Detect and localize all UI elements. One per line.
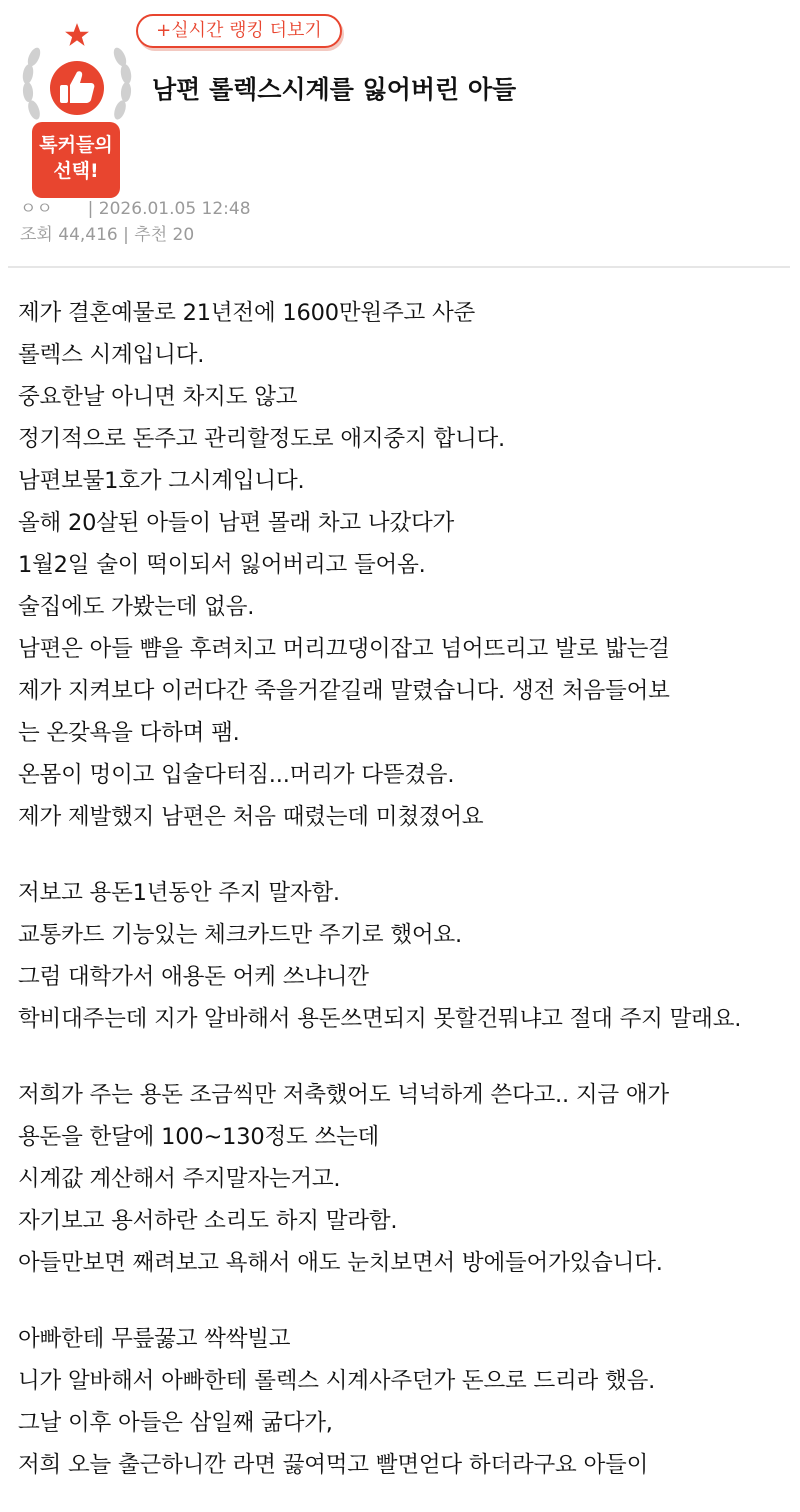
body-line: 온몸이 멍이고 입술다터짐...머리가 다뜯겼음.: [18, 762, 455, 788]
post-meta: [20, 196, 251, 248]
body-line: 남편은 아들 뺨을 후려치고 머리끄댕이잡고 넘어뜨리고 발로 밟는걸: [18, 636, 670, 662]
post-body: [18, 292, 788, 1486]
body-line: 는 온갖욕을 다하며 팸.: [18, 720, 240, 746]
paragraph-1: [18, 292, 788, 838]
paragraph-3: [18, 1074, 788, 1284]
body-line: 올해 20살된 아들이 남편 몰래 차고 나갔다가: [18, 510, 455, 536]
body-line: 1월2일 술이 떡이되서 잃어버리고 들어옴.: [18, 552, 426, 578]
body-line: 저희가 주는 용돈 조금씩만 저축했어도 넉넉하게 쓴다고.. 지금 애가: [18, 1082, 669, 1108]
body-line: 제가 결혼예물로 21년전에 1600만원주고 사준: [18, 300, 476, 326]
post-datetime: | 2026.01.05 12:48: [87, 199, 251, 219]
body-line: 교통카드 기능있는 체크카드만 주기로 했어요.: [18, 922, 462, 948]
author-name[interactable]: ㅇㅇ: [20, 199, 53, 219]
talker-choice-badge: [18, 22, 136, 182]
paragraph-4: [18, 1318, 788, 1486]
body-line: 저보고 용돈1년동안 주지 말자함.: [18, 880, 340, 906]
badge-label: [32, 122, 120, 198]
body-line: 술집에도 가봤는데 없음.: [18, 594, 255, 620]
body-line: 저희 오늘 출근하니깐 라면 끓여먹고 빨면얻다 하더라구요 아들이: [18, 1452, 649, 1478]
post-stats: 조회 44,416 | 추천 20: [20, 225, 195, 245]
body-line: 자기보고 용서하란 소리도 하지 말라함.: [18, 1208, 398, 1234]
body-line: 용돈을 한달에 100~130정도 쓰는데: [18, 1124, 380, 1150]
body-line: 학비대주는데 지가 알바해서 용돈쓰면되지 못할건뭐냐고 절대 주지 말래요.: [18, 1006, 742, 1032]
body-line: 니가 알바해서 아빠한테 롤렉스 시계사주던가 돈으로 드리라 했음.: [18, 1368, 656, 1394]
body-line: 그럼 대학가서 애용돈 어케 쓰냐니깐: [18, 964, 369, 990]
body-line: 제가 제발했지 남편은 처음 때렸는데 미쳤졌어요: [18, 804, 484, 830]
body-line: 아들만보면 째려보고 욕해서 애도 눈치보면서 방에들어가있습니다.: [18, 1250, 663, 1276]
post-header: [0, 0, 800, 268]
body-line: 정기적으로 돈주고 관리할정도로 애지중지 합니다.: [18, 426, 505, 452]
badge-line-2: 선택!: [53, 160, 99, 182]
body-line: 중요한날 아니면 차지도 않고: [18, 384, 298, 410]
paragraph-2: [18, 872, 788, 1040]
header-divider: [8, 266, 790, 268]
body-line: 아빠한테 무릎꿇고 싹싹빌고: [18, 1326, 291, 1352]
body-line: 제가 지켜보다 이러다간 죽을거같길래 말렸습니다. 생전 처음들어보: [18, 678, 670, 704]
post-title: 남편 롤렉스시계를 잃어버린 아들: [152, 75, 517, 104]
badge-line-1: 톡커들의: [39, 134, 113, 156]
body-line: 그날 이후 아들은 삼일째 굶다가,: [18, 1410, 333, 1436]
realtime-ranking-button[interactable]: +실시간 랭킹 더보기: [136, 14, 342, 48]
thumbs-up-icon: [49, 60, 105, 116]
star-icon: [64, 22, 90, 48]
body-line: 롤렉스 시계입니다.: [18, 342, 205, 368]
body-line: 남편보물1호가 그시계입니다.: [18, 468, 305, 494]
body-line: 시계값 계산해서 주지말자는거고.: [18, 1166, 341, 1192]
